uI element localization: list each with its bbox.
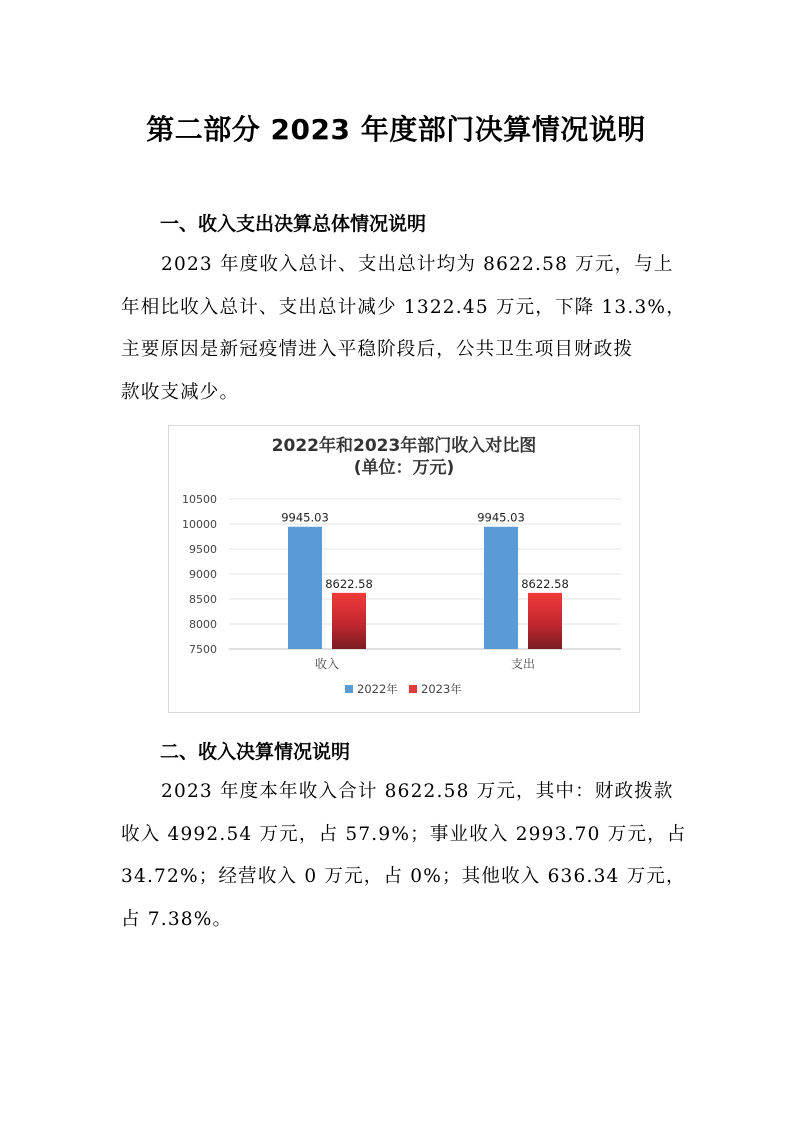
paragraph-line: 2023 年度收入总计、支出总计均为 8622.58 万元，与上 bbox=[161, 254, 674, 275]
chart-svg bbox=[169, 426, 639, 712]
data-label: 9945.03 bbox=[281, 510, 329, 525]
page-title: 第二部分 2023 年度部门决算情况说明 bbox=[146, 113, 646, 146]
paragraph-line: 2023 年度本年收入合计 8622.58 万元，其中：财政拨款 bbox=[161, 781, 674, 802]
paragraph-income bbox=[121, 771, 687, 941]
legend-swatch bbox=[409, 685, 417, 693]
chart-title: 2022年和2023年部门收入对比图 bbox=[271, 436, 537, 456]
section-heading-income: 二、收入决算情况说明 bbox=[160, 741, 351, 763]
chart-subtitle: (单位：万元) bbox=[353, 458, 455, 478]
bar-2022年-支出 bbox=[484, 527, 518, 649]
paragraph-line: 主要原因是新冠疫情进入平稳阶段后，公共卫生项目财政拨 bbox=[121, 339, 634, 360]
income-comparison-chart bbox=[168, 425, 640, 713]
y-tick-label: 8000 bbox=[189, 618, 217, 631]
legend-label: 2023年 bbox=[421, 682, 462, 696]
data-label: 9945.03 bbox=[477, 510, 525, 525]
y-tick-label: 9500 bbox=[189, 543, 217, 556]
paragraph-overview bbox=[121, 244, 686, 414]
section-heading-overview: 一、收入支出决算总体情况说明 bbox=[160, 213, 427, 235]
data-label: 8622.58 bbox=[521, 576, 569, 591]
bar-2022年-收入 bbox=[288, 527, 322, 649]
paragraph-line: 收入 4992.54 万元，占 57.9%；事业收入 2993.70 万元，占 bbox=[121, 823, 687, 845]
paragraph-line: 款收支减少。 bbox=[121, 381, 240, 403]
data-label: 8622.58 bbox=[325, 576, 373, 591]
bar-2023年-收入 bbox=[332, 593, 366, 649]
paragraph-line: 年相比收入总计、支出总计减少 1322.45 万元，下降 13.3%， bbox=[121, 296, 686, 318]
x-category-label: 支出 bbox=[510, 657, 536, 671]
x-category-label: 收入 bbox=[314, 657, 340, 671]
y-tick-label: 7500 bbox=[189, 643, 217, 656]
bar-2023年-支出 bbox=[528, 593, 562, 649]
y-tick-label: 8500 bbox=[189, 593, 217, 606]
y-tick-label: 9000 bbox=[189, 568, 217, 581]
y-tick-label: 10500 bbox=[182, 493, 217, 506]
legend-swatch bbox=[345, 685, 353, 693]
y-tick-label: 10000 bbox=[182, 518, 217, 531]
legend-label: 2022年 bbox=[357, 682, 398, 696]
paragraph-line: 34.72%；经营收入 0 万元，占 0%；其他收入 636.34 万元， bbox=[121, 866, 686, 887]
paragraph-line: 占 7.38%。 bbox=[121, 908, 233, 930]
